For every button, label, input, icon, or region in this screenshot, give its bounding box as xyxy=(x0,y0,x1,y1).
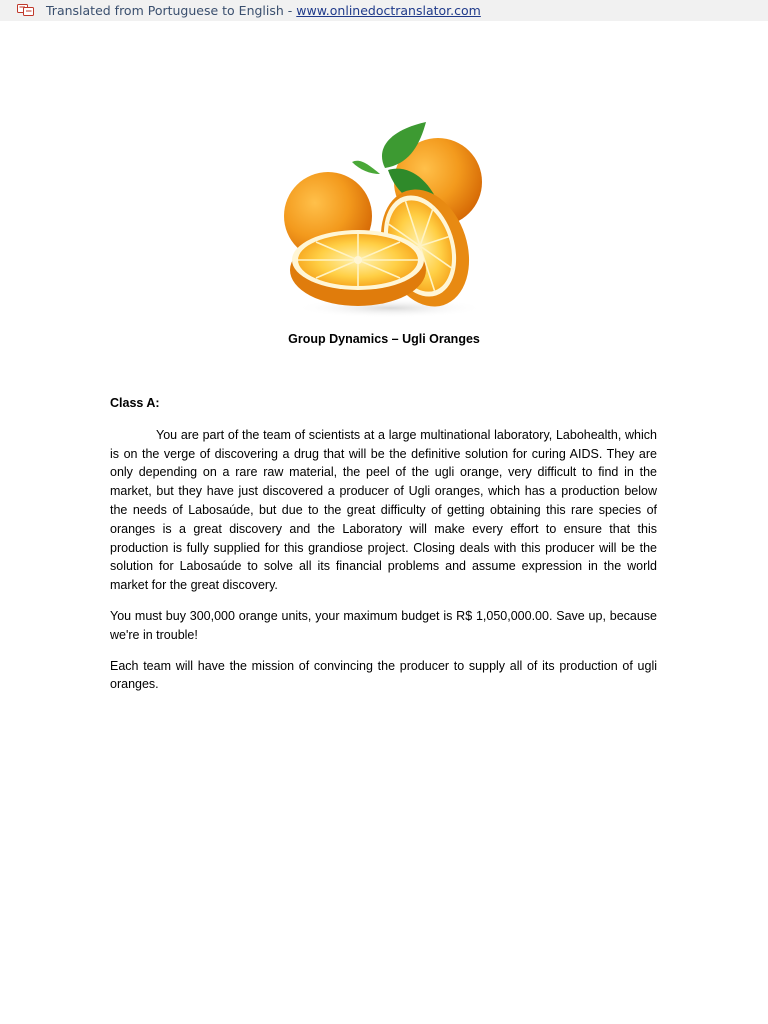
paragraph-mission: Each team will have the mission of convincing the producer to supply all of its production of ugli oranges. xyxy=(110,658,657,692)
translation-banner xyxy=(0,0,768,21)
document-title: Group Dynamics – Ugli Oranges xyxy=(288,332,480,346)
document-body xyxy=(110,394,657,706)
oranges-illustration xyxy=(280,118,498,320)
banner-prefix: Translated from Portuguese to English - xyxy=(46,3,297,18)
paragraph-budget: You must buy 300,000 orange units, your maximum budget is R$ 1,050,000.00. Save up, because we're in trouble! xyxy=(110,608,657,642)
class-label: Class A: xyxy=(110,396,160,410)
banner-text xyxy=(46,3,481,18)
translator-icon xyxy=(17,4,35,17)
translator-link[interactable]: www.onlinedoctranslator.com xyxy=(296,3,481,18)
paragraph-intro: You are part of the team of scientists at a large multinational laboratory, Labohealth, which is on the verge of discovering a drug that will be the definitive solution for curing AIDS. They are only depending on a rare raw material, the peel of the ugli orange, very difficult to find in the market, but they have just discovered a producer of Ugli oranges, which has a production below the needs of Labosaúde, but due to the great difficulty of getting obtaining this rare species of oranges is a great discovery and the Laboratory will make every effort to ensure that this production is fully supplied for this grandiose project. Closing deals with this producer will be the solution for Labosaúde to solve all its financial problems and assume expression in the world market for the great discovery. xyxy=(110,427,657,593)
